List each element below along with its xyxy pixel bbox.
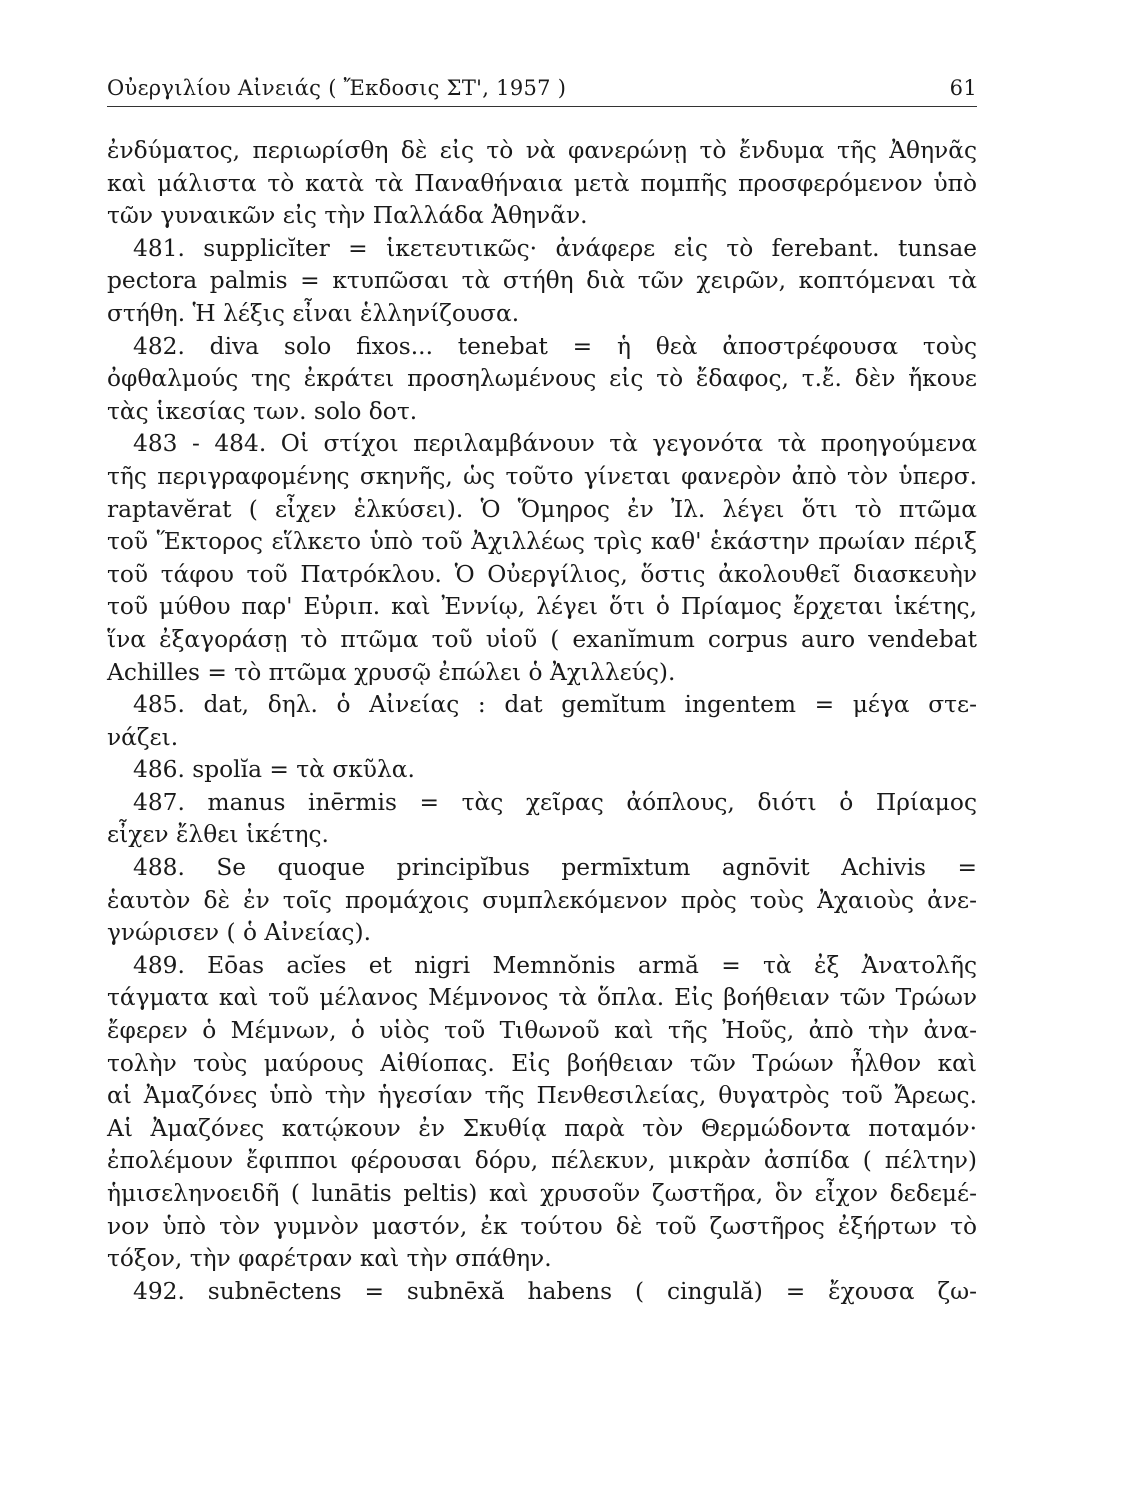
text-line: τολὴν τοὺς μαύρους Αἰθίοπας. Εἰς βοήθειαν τῶν Τρώων ἦλθον καὶ [107, 1049, 977, 1077]
text-line: Achilles = τὸ πτῶμα χρυσῷ ἐπώλει ὁ Ἀχιλλεύς). [107, 658, 676, 686]
text-line: ἐπολέμουν ἔφιπποι φέρουσαι δόρυ, πέλεκυν, μικρὰν ἀσπίδα ( πέλτην) [107, 1147, 977, 1175]
text-line: τῶν γυναικῶν εἰς τὴν Παλλάδα Ἀθηνᾶν. [107, 202, 588, 230]
text-line: ἔφερεν ὁ Μέμνων, ὁ υἱὸς τοῦ Τιθωνοῦ καὶ τῆς Ἠοῦς, ἀπὸ τὴν ἀνα- [107, 1017, 977, 1045]
entry-492: 492. subnēctens = subnēxă habens ( cingulă) = ἔχουσα ζω- [133, 1277, 977, 1305]
text-line: τοῦ Ἕκτορος εἵλκετο ὑπὸ τοῦ Ἀχιλλέως τρὶς καθ' ἑκάστην πρωίαν πέριξ [107, 528, 977, 556]
text-line: τάγματα καὶ τοῦ μέλανος Μέμνονος τὰ ὅπλα. Εἰς βοήθειαν τῶν Τρώων [107, 984, 977, 1012]
entry-483-484: 483 - 484. Οἱ στίχοι περιλαμβάνουν τὰ γεγονότα τὰ προηγούμενα [133, 430, 977, 458]
text-line: γνώρισεν ( ὁ Αἰνείας). [107, 919, 371, 947]
text-line: ἑαυτὸν δὲ ἐν τοῖς προμάχοις συμπλεκόμενον πρὸς τοὺς Ἀχαιοὺς ἀνε- [107, 886, 977, 914]
entry-488: 488. Se quoque principĭbus permīxtum agnōvit Achivis = [133, 854, 977, 882]
text-line: καὶ μάλιστα τὸ κατὰ τὰ Παναθήναια μετὰ πομπῆς προσφερόμενον ὑπὸ [107, 169, 977, 197]
text-line: στήθη. Ἡ λέξις εἶναι ἑλληνίζουσα. [107, 299, 520, 327]
text-line: ἐνδύματος, περιωρίσθη δὲ εἰς τὸ νὰ φανερώνῃ τὸ ἔνδυμα τῆς Ἀθηνᾶς [107, 137, 977, 164]
text-line: ὀφθαλμούς της ἐκράτει προσηλωμένους εἰς τὸ ἔδαφος, τ.ἔ. δὲν ἤκουε [107, 365, 977, 393]
text-line: αἱ Ἀμαζόνες ὑπὸ τὴν ἡγεσίαν τῆς Πενθεσιλείας, θυγατρὸς τοῦ Ἄρεως. [107, 1082, 977, 1110]
text-line: raptavĕrat ( εἶχεν ἑλκύσει). Ὁ Ὅμηρος ἐν Ἰλ. λέγει ὅτι τὸ πτῶμα [107, 495, 977, 523]
text-line: νάζει. [107, 723, 179, 751]
entry-481: 481. supplicĭter = ἱκετευτικῶς· ἀνάφερε εἰς τὸ ferebant. tunsae [133, 234, 977, 262]
text-line: εἶχεν ἔλθει ἱκέτης. [107, 821, 329, 849]
entry-486: 486. spolĭa = τὰ σκῦλα. [133, 756, 415, 784]
text-line: τόξον, τὴν φαρέτραν καὶ τὴν σπάθην. [107, 1245, 552, 1273]
text-line: τοῦ μύθου παρ' Εὐριπ. καὶ Ἐννίῳ, λέγει ὅτι ὁ Πρίαμος ἔρχεται ἱκέτης, [107, 593, 977, 621]
entry-487: 487. manus inērmis = τὰς χεῖρας ἀόπλους, διότι ὁ Πρίαμος [133, 788, 977, 816]
text-line: pectora palmis = κτυπῶσαι τὰ στήθη διὰ τῶν χειρῶν, κοπτόμεναι τὰ [107, 267, 977, 295]
header-title: Οὐεργιλίου Αἰνειάς ( Ἔκδοσις ΣΤ', 1957 ) [107, 76, 567, 100]
page-number: 61 [949, 76, 977, 100]
entry-485: 485. dat, δηλ. ὁ Αἰνείας : dat gemĭtum ingentem = μέγα στε- [133, 691, 977, 719]
text-line: ἵνα ἐξαγοράσῃ τὸ πτῶμα τοῦ υἱοῦ ( exanĭmum corpus auro vendebat [107, 625, 977, 653]
running-header [107, 72, 977, 107]
text-line: τοῦ τάφου τοῦ Πατρόκλου. Ὁ Οὐεργίλιος, ὅστις ἀκολουθεῖ διασκευὴν [107, 560, 977, 588]
text-line: τὰς ἱκεσίας των. solo δοτ. [107, 397, 418, 425]
text-line: τῆς περιγραφομένης σκηνῆς, ὡς τοῦτο γίνεται φανερὸν ἀπὸ τὸν ὑπερσ. [107, 462, 977, 490]
entry-482: 482. diva solo fixos... tenebat = ἡ θεὰ ἀποστρέφουσα τοὺς [133, 332, 977, 360]
text-line: ἡμισεληνοειδῆ ( lunātis peltis) καὶ χρυσοῦν ζωστῆρα, ὃν εἶχον δεδεμέ- [107, 1180, 977, 1207]
text-line: Αἱ Ἀμαζόνες κατῴκουν ἐν Σκυθίᾳ παρὰ τὸν Θερμώδοντα ποταμόν· [107, 1114, 977, 1142]
text-line: νον ὑπὸ τὸν γυμνὸν μαστόν, ἐκ τούτου δὲ τοῦ ζωστῆρος ἐξήρτων τὸ [107, 1212, 977, 1240]
page-body [107, 135, 977, 1308]
entry-489: 489. Eōas acĭes et nigri Memnŏnis armă = τὰ ἐξ Ἀνατολῆς [133, 951, 977, 979]
